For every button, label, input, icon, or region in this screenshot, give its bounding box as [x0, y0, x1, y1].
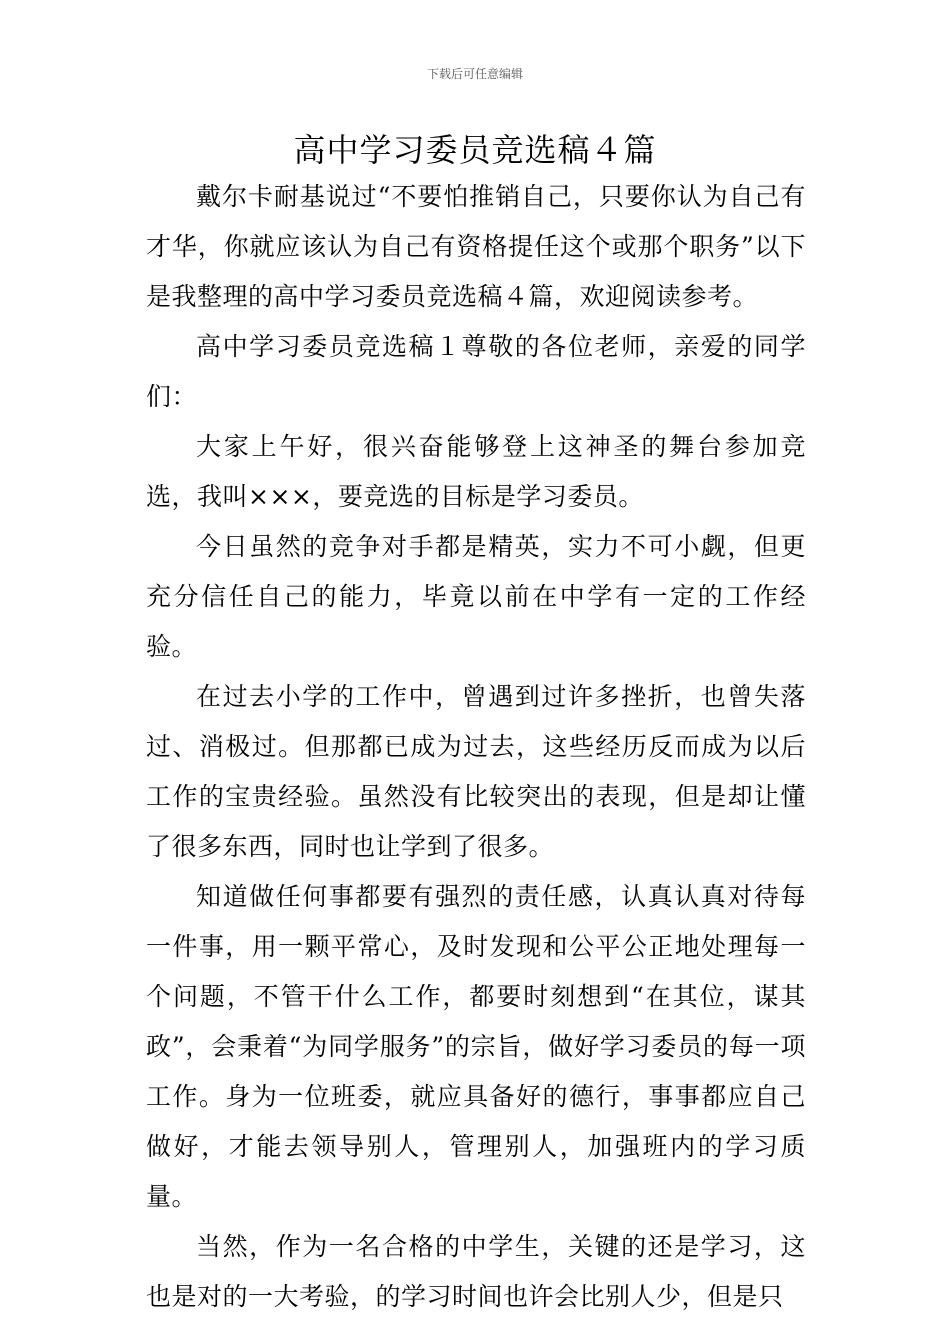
paragraph-greeting: 大家上午好，很兴奋能够登上这神圣的舞台参加竞选，我叫×××，要竞选的目标是学习委员。 — [146, 432, 806, 511]
paragraph-intro: 戴尔卡耐基说过“不要怕推销自己，只要你认为自己有才华，你就应该认为自己有资格提任这个或那个职务”以下是我整理的高中学习委员竞选稿４篇，欢迎阅读参考。 — [146, 182, 806, 311]
document-body — [146, 172, 806, 1322]
header-note: 下载后可任意编辑 — [426, 67, 523, 81]
paragraph-study: 当然，作为一名合格的中学生，关键的还是学习，这也是对的一大考验，的学习时间也许会比别人少，但是只 — [146, 1232, 806, 1311]
paragraph-salutation: 高中学习委员竞选稿１尊敬的各位老师，亲爱的同学们： — [146, 332, 806, 411]
paragraph-experience: 在过去小学的工作中，曾遇到过许多挫折，也曾失落过、消极过。但那都已成为过去，这些经历反而成为以后工作的宝贵经验。虽然没有比较突出的表现，但是却让懂了很多东西，同时也让学到了很多。 — [146, 682, 806, 861]
paragraph-responsibility: 知道做任何事都要有强烈的责任感，认真认真对待每一件事，用一颗平常心，及时发现和公平公正地处理每一个问题，不管干什么工作，都要时刻想到“在其位，谋其政”，会秉着“为同学服务”的宗旨，做好学习委员的每一项工作。身为一位班委，就应具备好的德行，事事都应自己做好，才能去领导别人，管理别人，加强班内的学习质量。 — [146, 882, 806, 1211]
paragraph-confidence: 今日虽然的竞争对手都是精英，实力不可小觑，但更充分信任自己的能力，毕竟以前在中学有一定的工作经验。 — [146, 532, 806, 661]
document-title: 高中学习委员竞选稿４篇 — [293, 131, 657, 169]
